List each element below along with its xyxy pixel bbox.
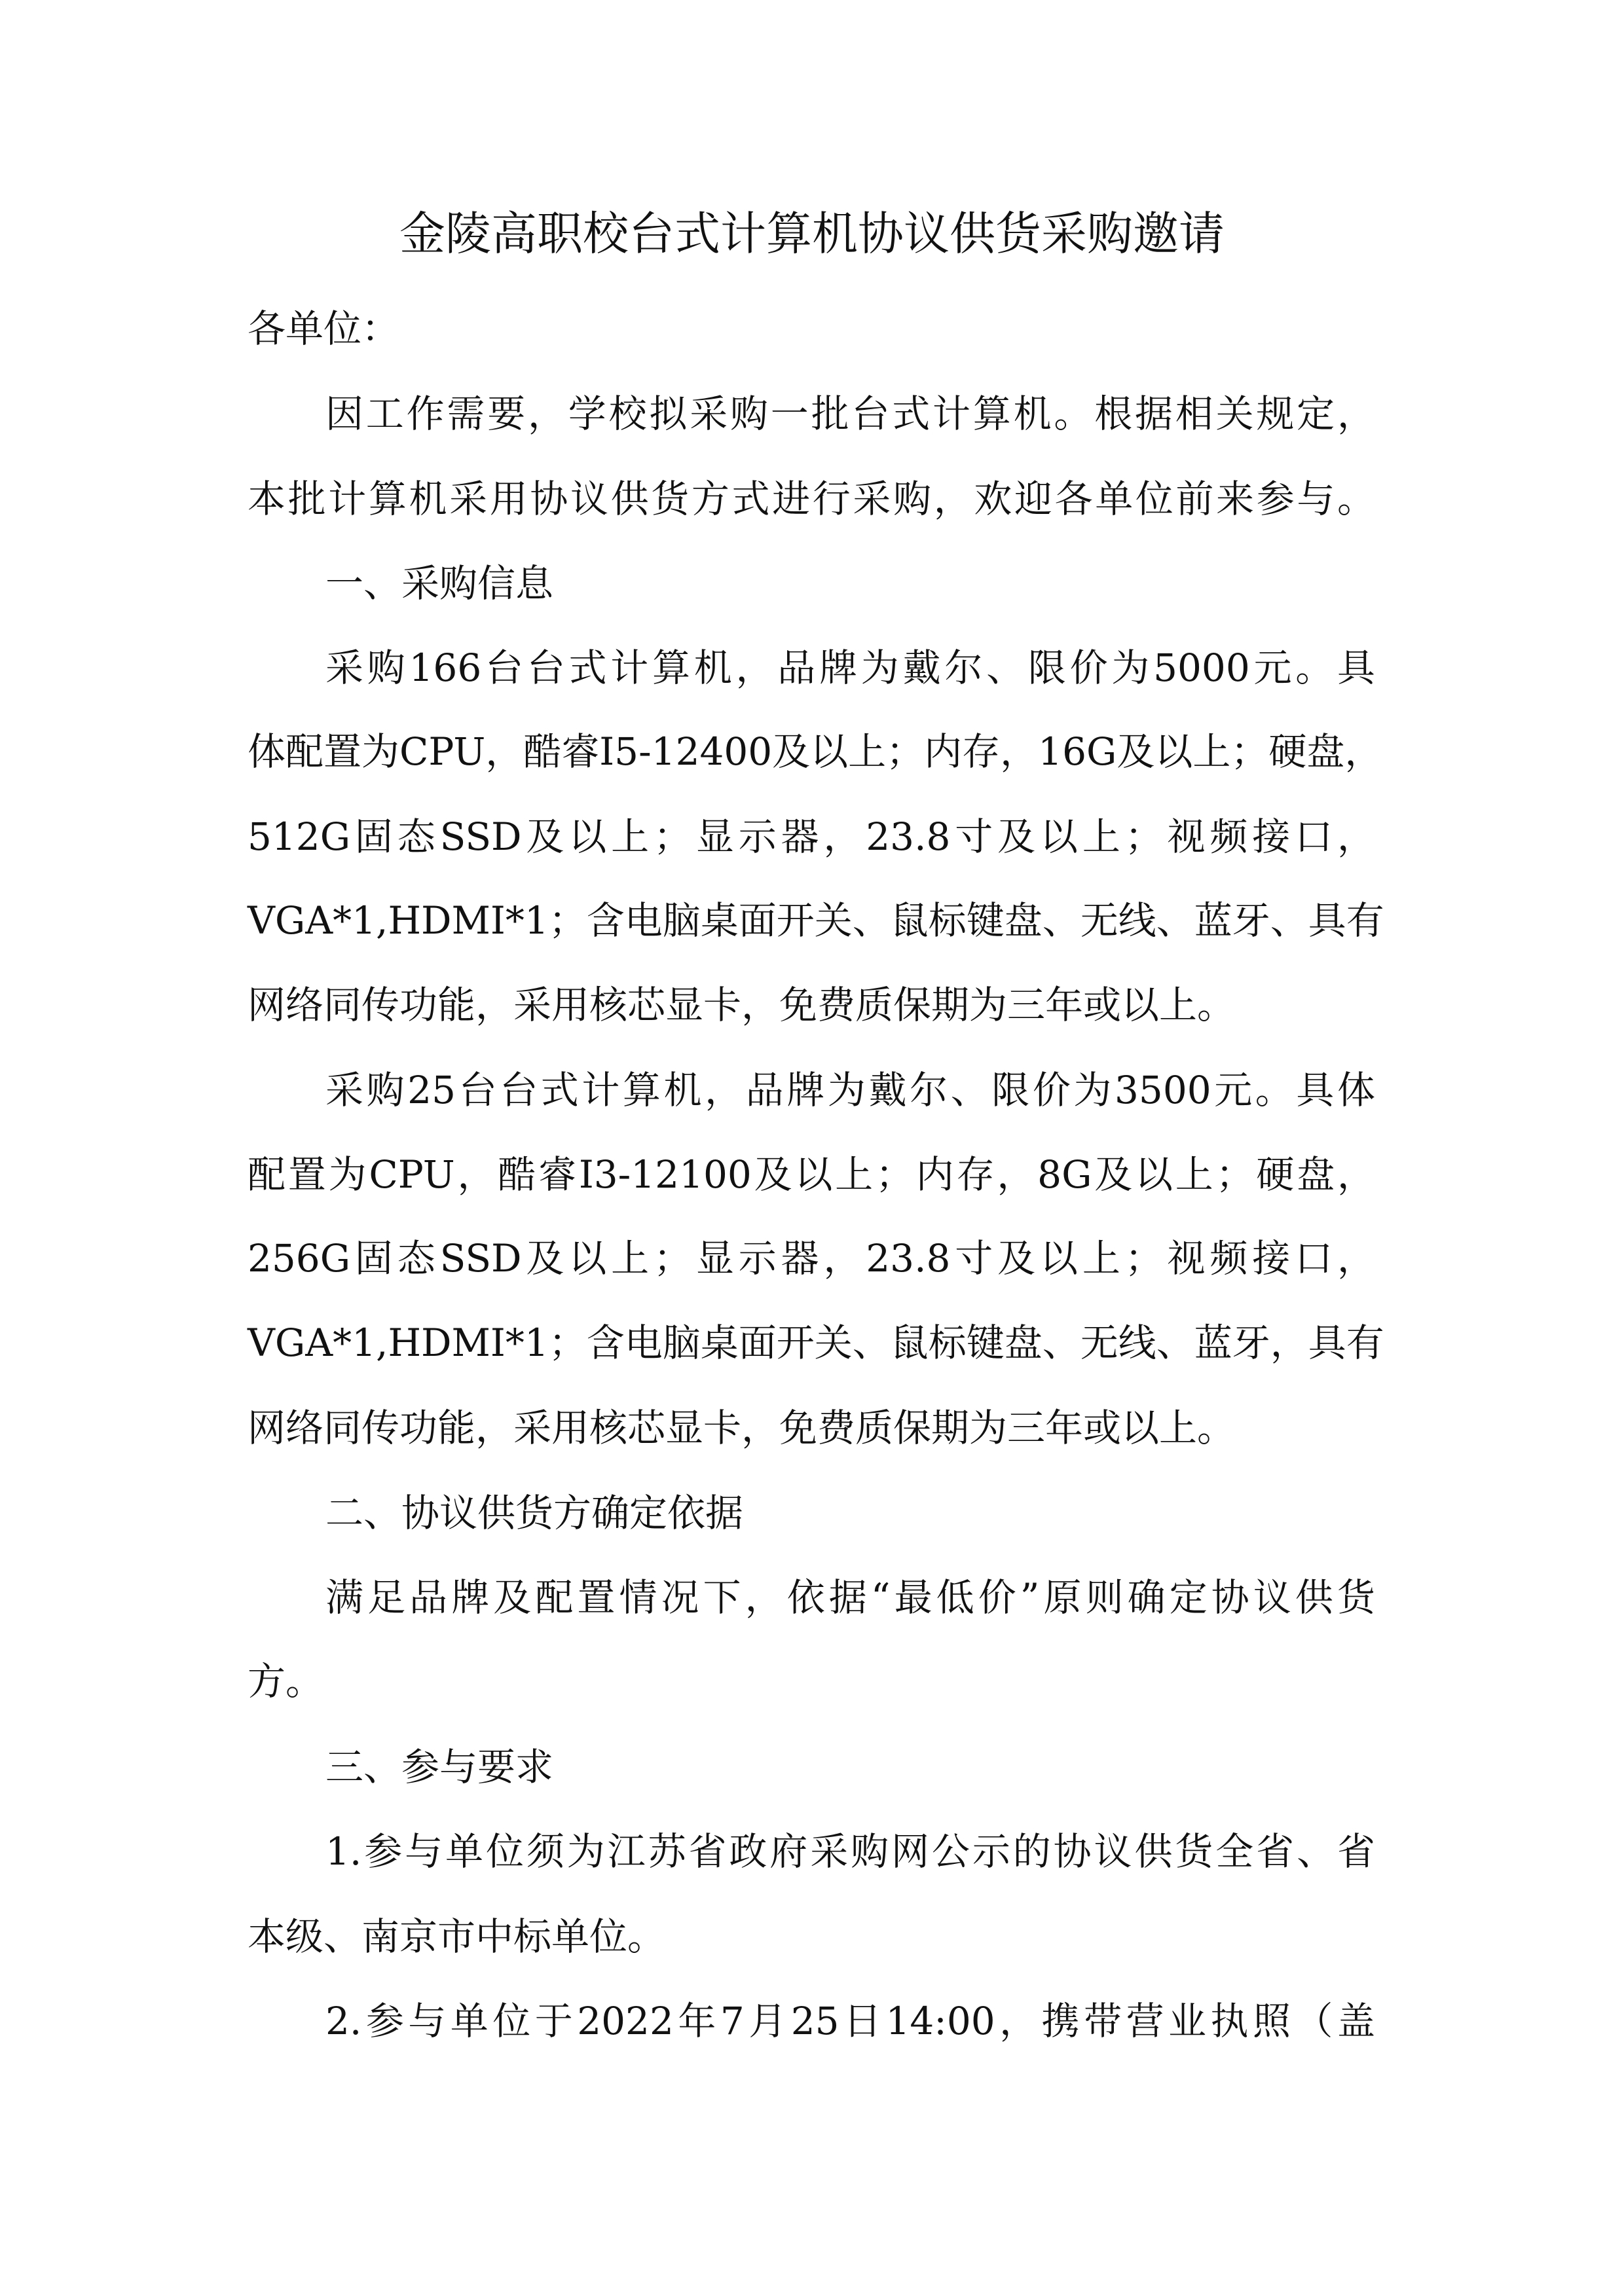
section-1-para-2-line-3: 256G固态SSD及以上；显示器，23.8寸及以上；视频接口， [248, 1236, 1375, 1281]
section-2-para-line-2: 方。 [248, 1659, 324, 1704]
section-1-para-1-line-1: 采购166台台式计算机，品牌为戴尔、限价为5000元。具 [325, 646, 1375, 690]
section-1-para-2-line-4: VGA*1,HDMI*1；含电脑桌面开关、鼠标键盘、无线、蓝牙，具有 [248, 1321, 1384, 1365]
section-1-para-1-line-4: VGA*1,HDMI*1；含电脑桌面开关、鼠标键盘、无线、蓝牙、具有 [248, 898, 1384, 943]
section-1-para-1-line-2: 体配置为CPU，酷睿I5-12400及以上；内存，16G及以上；硬盘， [248, 729, 1383, 774]
section-1-para-1-line-3: 512G固态SSD及以上；显示器，23.8寸及以上；视频接口， [248, 814, 1375, 859]
section-3-item-2-line-1: 2.参与单位于2022年7月25日14:00，携带营业执照（盖 [325, 1999, 1375, 2043]
section-1-para-2-line-1: 采购25台台式计算机，品牌为戴尔、限价为3500元。具体 [325, 1068, 1375, 1112]
section-2-heading: 二、协议供货方确定依据 [325, 1491, 744, 1535]
section-1-heading: 一、采购信息 [325, 561, 554, 606]
document-title: 金陵高职校台式计算机协议供货采购邀请 [399, 207, 1225, 261]
intro-line-1: 因工作需要，学校拟采购一批台式计算机。根据相关规定， [325, 392, 1375, 436]
section-3-item-1-line-1: 1.参与单位须为江苏省政府采购网公示的协议供货全省、省 [325, 1829, 1375, 1874]
section-2-para-line-1: 满足品牌及配置情况下，依据“最低价”原则确定协议供货 [325, 1575, 1375, 1620]
section-1-para-1-line-5: 网络同传功能，采用核芯显卡，免费质保期为三年或以上。 [248, 983, 1236, 1027]
intro-line-2: 本批计算机采用协议供货方式进行采购，欢迎各单位前来参与。 [248, 477, 1375, 521]
section-3-heading: 三、参与要求 [325, 1745, 554, 1789]
section-3-item-1-line-2: 本级、南京市中标单位。 [248, 1914, 666, 1959]
section-1-para-2-line-5: 网络同传功能，采用核芯显卡，免费质保期为三年或以上。 [248, 1406, 1236, 1450]
salutation: 各单位： [248, 306, 400, 351]
section-1-para-2-line-2: 配置为CPU，酷睿I3-12100及以上；内存，8G及以上；硬盘， [248, 1152, 1375, 1197]
